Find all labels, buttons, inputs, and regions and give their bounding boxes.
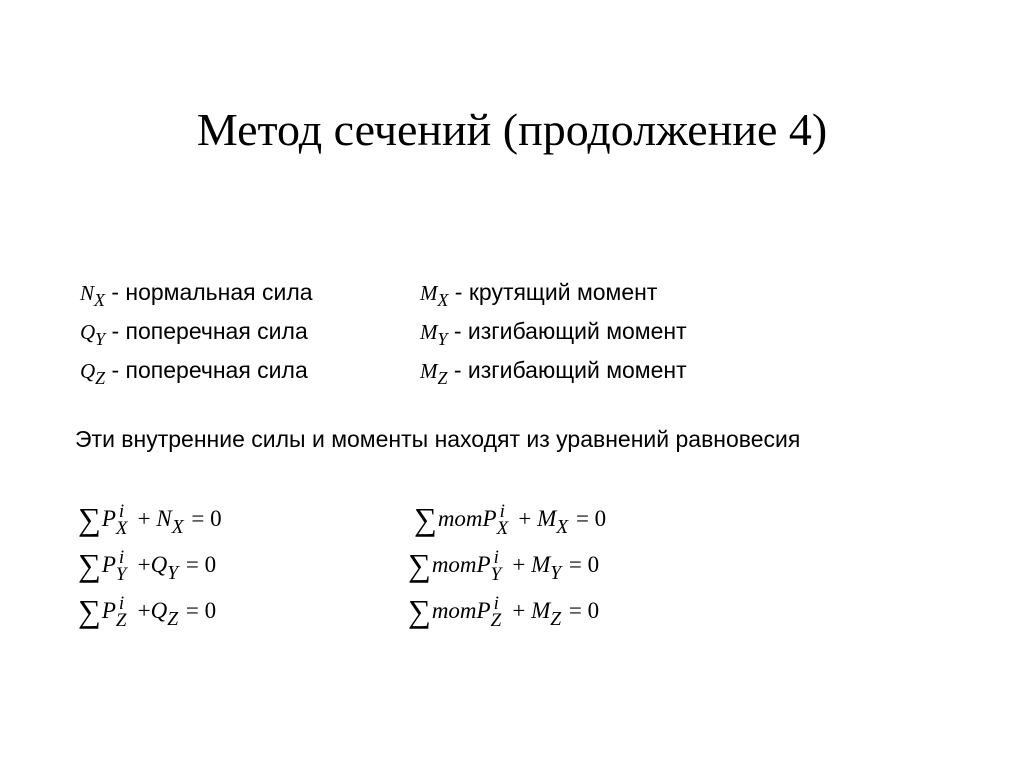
definition-text: - нормальная сила	[111, 279, 313, 305]
sum-sign: ∑	[78, 547, 101, 583]
definition-shear-force-z	[80, 355, 308, 389]
symbol-n-x: $N_X$	[80, 281, 105, 311]
definition-text: - изгибающий момент	[453, 357, 687, 383]
sum-sign: ∑	[408, 547, 431, 583]
equation-moment-x: ∑momP i X + $M_X = 0$	[414, 501, 607, 539]
definition-normal-force-x	[80, 277, 313, 311]
equation-moment-z: ∑momP i Z + $M_Z = 0$	[408, 593, 600, 631]
definition-bending-moment-z	[420, 355, 687, 389]
symbol-m-z: $M_Z$	[420, 359, 448, 389]
sum-sign: ∑	[78, 593, 101, 629]
sum-sign: ∑	[78, 501, 101, 537]
definition-text: - поперечная сила	[111, 318, 308, 344]
definition-text: - изгибающий момент	[453, 318, 687, 344]
equilibrium-sentence: Эти внутренние силы и моменты находят из уравнений равновесия	[75, 426, 801, 452]
definition-torque-x	[420, 277, 658, 311]
symbol-m-x: $M_X$	[420, 281, 449, 311]
equation-force-z: ∑P i Z $+Q_Z = 0$	[78, 593, 217, 631]
definition-bending-moment-y	[420, 316, 687, 350]
sum-sign: ∑	[408, 593, 431, 629]
slide-title: Метод сечений (продолжение 4)	[196, 104, 828, 155]
definition-text: - поперечная сила	[111, 357, 308, 383]
sum-sign: ∑	[414, 501, 437, 537]
symbol-m-y: $M_Y$	[420, 320, 448, 350]
definition-text: - крутящий момент	[454, 279, 658, 305]
symbol-q-z: $Q_Z$	[80, 359, 106, 389]
definition-shear-force-y	[80, 316, 308, 350]
equation-force-x: ∑P i X + $N_X = 0$	[78, 501, 222, 539]
equation-moment-y: ∑momP i Y + $M_Y = 0$	[408, 547, 600, 585]
equation-force-y: ∑P i Y $+Q_Y = 0$	[78, 547, 217, 585]
symbol-q-y: $Q_Y$	[80, 320, 106, 350]
